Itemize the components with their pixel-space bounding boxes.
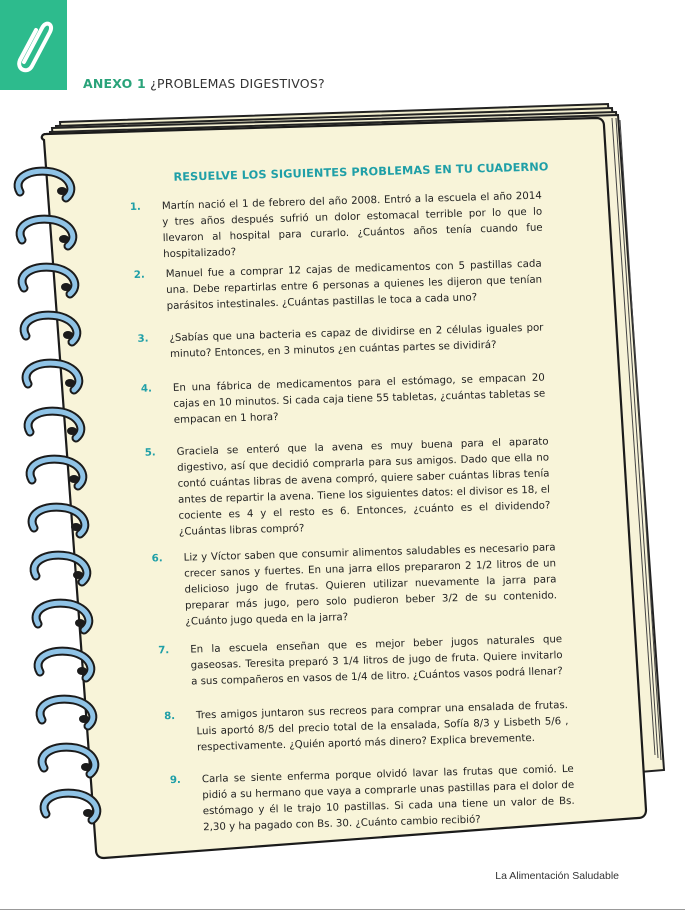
problem-number: 6. — [151, 553, 163, 565]
problem-text: En una fábrica de medicamentos para el estómago, se empacan 20 cajas en 10 minutos. Si cada caja tiene 55 tabletas, ¿cuántas tabletas se empacan en 1 hora? — [172, 372, 546, 426]
paperclip-icon — [10, 14, 56, 74]
problem-text: Tres amigos juntaron sus recreos para comprar una ensalada de frutas. Luis aportó 8/5 del precio total de la ensalada, Sofía 8/3 y Lisbeth 5/6 , respectivamente. ¿Quién aportó más dinero? Explica brevemente. — [195, 699, 569, 754]
problem-item — [151, 540, 558, 630]
problem-number: 1. — [129, 201, 142, 214]
annex-number: ANEXO 1 — [83, 76, 146, 91]
corner-tab — [0, 0, 67, 90]
problem-text: Martín nació el 1 de febrero del año 2008. Entró a la escuela el año 2014 y tres años después sufrió un dolor estomacal terrible por lo que lo llevaron al hospital para curarlo. ¿Cuántos años tenía cuando fue hospitalizado? — [161, 190, 543, 261]
problem-number: 7. — [158, 645, 170, 657]
problem-text: ¿Sabías que una bacteria es capaz de dividirse en 2 células iguales por minuto? Entonces, en 3 minutos ¿en cuántas partes se dividirá? — [169, 322, 544, 360]
problem-number: 5. — [144, 447, 156, 459]
problem-text: En la escuela enseñan que es mejor beber jugos naturales que gaseosas. Teresita preparó 3 1/4 litros de jugo de fruta. Quiere invitarlo a sus compañeros en vasos de 1/4 de litro. ¿Cuántos vasos podrá llenar? — [190, 634, 563, 688]
problem-item — [169, 762, 576, 836]
problem-number: 2. — [133, 269, 145, 281]
page-header — [83, 76, 325, 91]
problem-item — [144, 434, 552, 540]
footer-text: La Alimentación Saludable — [495, 870, 619, 882]
problem-number: 3. — [137, 333, 149, 345]
problem-text: Liz y Víctor saben que consumir alimentos saludables es necesario para crecer sanos y fuertes. En una jarra ellos prepararon 2 1/2 litros de un delicioso jugo de frutas. Quieren utilizar nuevamente la jarra para preparar más jugo, pero solo pudieron beber 3/2 de su contenido. ¿Cuánto jugo queda en la jarra? — [183, 542, 558, 628]
problem-item — [140, 371, 546, 429]
problem-item — [133, 257, 543, 315]
problem-item — [137, 321, 544, 363]
problem-number: 9. — [169, 774, 182, 787]
problem-item — [163, 698, 569, 756]
annex-title: ¿PROBLEMAS DIGESTIVOS? — [150, 76, 325, 91]
problem-text: Graciela se enteró que la avena es muy buena para el aparato digestivo, así que decidió comprarla para sus amigos. Dado que ella no contó cuántas libras de avena compró, quiere saber cuántas libras tenía antes de repartir la avena. Tiene los siguientes datos: el divisor es 18, el cociente es 4 y el resto es 6. Entonces, ¿cuánto es el dividendo? ¿Cuántas libras compró? — [176, 436, 551, 538]
problem-item — [158, 632, 563, 690]
problem-text: Manuel fue a comprar 12 cajas de medicamentos con 5 pastillas cada una. Debe repartirlas entre 6 personas a quienes les dijeron que tenían parásitos intestinales. ¿Cuántas pastillas le toca a cada uno? — [165, 258, 543, 313]
footer-divider — [0, 909, 685, 910]
problem-text: Carla se siente enferma porque olvidó lavar las frutas que comió. Le pidió a su hermano que vaya a comprarle unas pastillas para el dolor de estómago y él le trajo 10 pastillas. Si cada una tiene un valor de Bs. 2,30 y ha pagado con Bs. 30. ¿Cuánto cambio recibió? — [201, 763, 575, 834]
notebook-heading: RESUELVE LOS SIGUIENTES PROBLEMAS EN TU CUADERNO — [173, 160, 549, 184]
notebook-page-content — [120, 144, 579, 846]
problem-item — [129, 189, 544, 264]
problem-number: 4. — [140, 383, 153, 395]
problem-number: 8. — [163, 710, 176, 723]
